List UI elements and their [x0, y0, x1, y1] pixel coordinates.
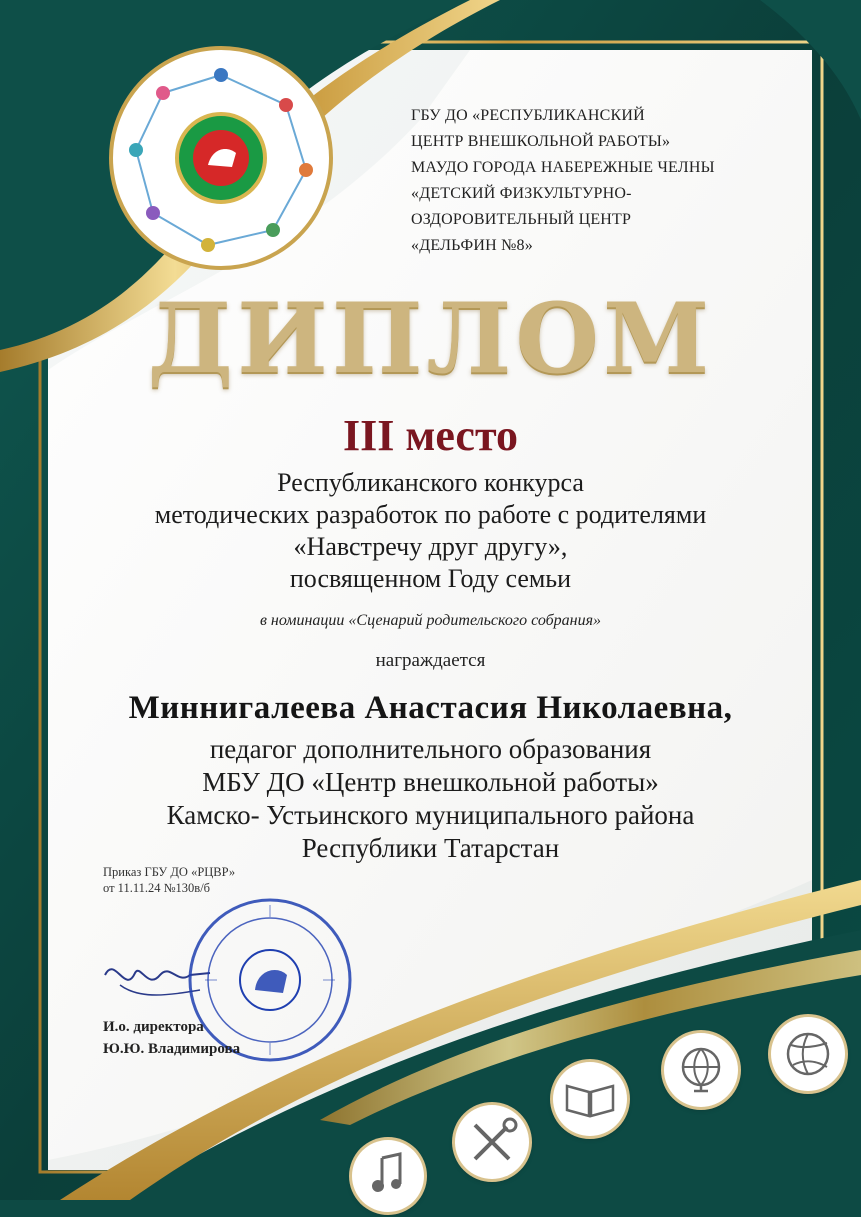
- globe-icon: [664, 1033, 738, 1107]
- order-reference: [103, 864, 235, 896]
- signatory-name: Ю.Ю. Владимирова: [103, 1041, 241, 1057]
- organization-line: ЦЕНТР ВНЕШКОЛЬНОЙ РАБОТЫ»: [411, 133, 671, 150]
- contest-line: посвященном Году семьи: [289, 564, 572, 593]
- emblem-icon: [108, 45, 334, 271]
- organization-line: «ДЕЛЬФИН №8»: [411, 237, 533, 254]
- recipient-detail-line: Республики Татарстан: [301, 833, 560, 863]
- signatory-block: [103, 1016, 240, 1060]
- volleyball-icon: [771, 1017, 845, 1091]
- recipient-detail-line: педагог дополнительного образования: [209, 734, 652, 764]
- organization-line: ОЗДОРОВИТЕЛЬНЫЙ ЦЕНТР: [411, 211, 632, 228]
- diploma-title: ДИПЛОМ: [147, 282, 714, 395]
- contest-line: Республиканского конкурса: [277, 468, 584, 497]
- contest-description: [0, 467, 861, 595]
- organization-line: МАУДО ГОРОДА НАБЕРЕЖНЫЕ ЧЕЛНЫ: [411, 159, 715, 176]
- recipient-name: Миннигалеева Анастасия Николаевна,: [128, 690, 733, 726]
- recipient-details: [0, 733, 861, 865]
- contest-line: «Навстречу друг другу»,: [293, 532, 568, 561]
- recipient-detail-line: МБУ ДО «Центр внешкольной работы»: [202, 767, 659, 797]
- book-icon: [553, 1062, 627, 1136]
- awarded-label: награждается: [375, 650, 486, 671]
- contest-line: методических разработок по работе с родителями: [154, 500, 707, 529]
- order-line: от 11.11.24 №130в/б: [103, 881, 211, 895]
- signatory-position: И.о. директора: [103, 1019, 204, 1035]
- music-note-icon: [352, 1140, 424, 1212]
- nomination-text: в номинации «Сценарий родительского собрания»: [259, 612, 602, 629]
- place-heading: III место: [343, 411, 518, 460]
- recipient-detail-line: Камско- Устьинского муниципального района: [166, 800, 695, 830]
- organization-block: [411, 103, 761, 259]
- order-line: Приказ ГБУ ДО «РЦВР»: [103, 865, 236, 879]
- organization-line: «ДЕТСКИЙ ФИЗКУЛЬТУРНО-: [411, 185, 632, 202]
- organization-line: ГБУ ДО «РЕСПУБЛИКАНСКИЙ: [411, 107, 645, 124]
- tools-icon: [455, 1105, 529, 1179]
